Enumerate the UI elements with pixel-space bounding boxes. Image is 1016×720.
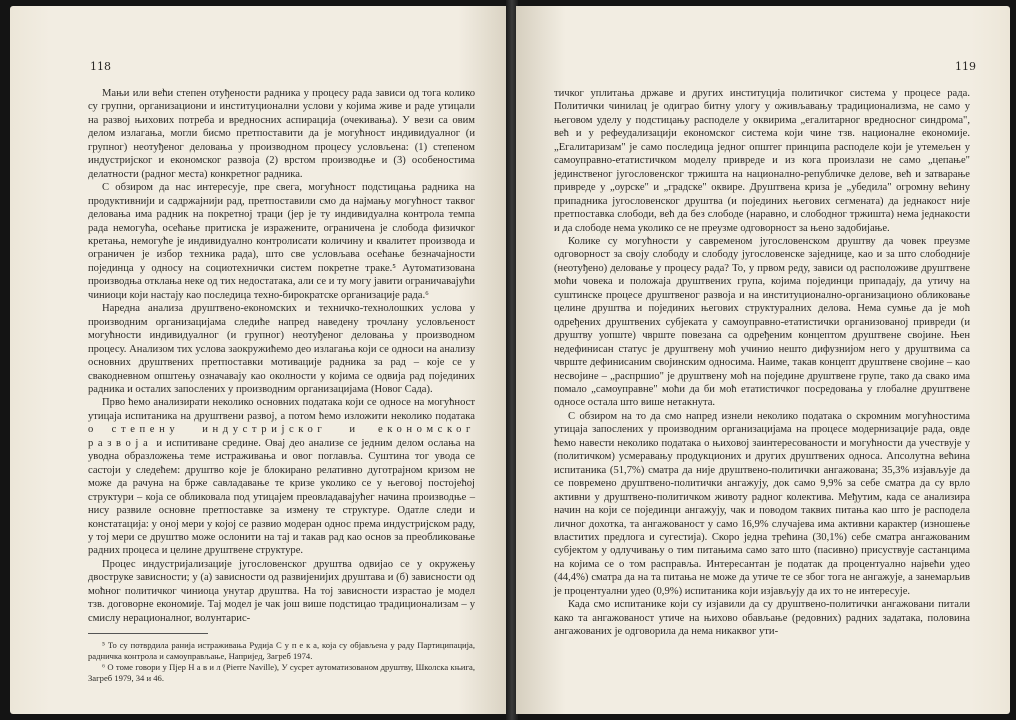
right-page-number: 119 <box>955 60 976 73</box>
footnote-5: ⁵ То су потврдила ранија истраживања Рудија С у п е к а, која су објављена у раду Партиципација, радничка контрола и самоуправљање, Напријед, Загреб 1974. <box>88 640 475 662</box>
spaced-phrase-1: степену индустријског и <box>111 424 360 436</box>
left-paragraph-4b: и испитиване средине. Овај део анализе се једним делом ослања на уводна образложења теме истраживања и овог поглавља. Суштина тог увода се састоји у следећем: друштво које је блокирано релативно дуготрајном кризом не може да рачуна на брже савладавање те кризе уколико се у његовој постојећој структури – која се обликовала под утицајем преовладавајућег начина производње – нису развиле основне претпоставке за измену те структуре. Одатле следи и констатација: у оној мери у којој се развио модеран однос према индустријском раду, у тој мери се друштво може ослонити на тај и такав рад као основ за преобликовање радних процеса и целине друштвене структуре. <box>88 437 475 557</box>
footnote-6: ⁶ О томе говори у Пјер Н а в и л (Pierre Naville), У сусрет аутоматизованом друштву, Школска књига, Загреб 1979, 34 и 46. <box>88 662 475 684</box>
left-page <box>10 6 508 714</box>
left-paragraph-4 <box>88 396 475 557</box>
spaced-phrase-2: економског развоја <box>88 424 475 449</box>
right-paragraph-4: Када смо испитанике који су изјавили да су друштвено-политички ангажовани питали како та ангажованост утиче на њихово обављање (редовних) радних задатака, половина ангажованих је одговорила да нема никаквог ути- <box>554 599 970 638</box>
left-paragraph-5: Процес индустријализације југословенског друштва одвијао се у окружењу двоструке зависности; у (а) зависности од развијенијих друштава и (б) зависности од моћног политичког чиниоца унутар друштва. На тој зависности израстао је модел тзв. договорне економије. Тај модел је чак још више подстицао традиционализам – у смислу нерационалног, волунтарис- <box>88 558 475 624</box>
left-page-text <box>88 87 475 684</box>
left-page-number: 118 <box>90 60 111 73</box>
right-paragraph-2: Колике су могућности у савременом југословенском друштву да човек преузме одговорност за своју слободу и слободу југословенске заједнице, као и за што слободније (неотуђено) деловање у процесу рада? То, у првом реду, зависи од расположиве друштвене моћи човека и положаја друштвених група, којима појединци припадају, да утичу на суштинске процесе друштвеног развоја и на институционално-организационо обликовање целине друштва и појединих његових структуралних делова. Нема сумње да је моћ одређених друштвених субјеката у самоуправно-етатистички организованој привреди (и друштву уопште) чврште повезана са одређеним концептом друштвене својине. Њен недефинисан статус је друштвену моћ учинио нешто дифузнијом него у друштвима са чврште дефинисаним својинским односима. Наиме, такав концепт друштвене својине – као несвојине – „распршио" је друштвену моћ на поједине друштвене групе, тако да свако има помало „самоуправне" моћи да би моћ етатистичког посредовања у глобалне друштвене односе остала што више нетакнута. <box>554 235 970 409</box>
left-paragraph-3: Наредна анализа друштвено-економских и техничко-технолошких услова у производним организацијама следиће напред наведену трочлану условљеност могућности индивидуалног (и групног) неотуђеног деловања у производном процесу. Анализом тих услова заокружићемо део излагања који се односи на анализу основних друштвених претпоставки мотивације радника за рад – које се у свакодневном општењу означавају као околности у којима се одвија рад појединих радника и осталих запослених у производним организацијама (Новог Сада). <box>88 303 475 395</box>
footnote-rule <box>88 633 208 634</box>
left-paragraph-1: Мањи или већи степен отуђености радника у процесу рада зависи од тога колико су групни, организациони и институционални услови у којима живе и раде утицали на развој њихових потреба и вредносних аспирација (очекивања). У вези са овим делом излагања, могли бисмо претпоставити да је могућност индивидуалног (и групног) неотуђеног деловања у производном процесу условљена: (1) степеном индустријског и економског развоја (2) врстом производње и (3) особеностима делатности (радног места) конкретног радника. <box>88 88 475 180</box>
right-page-text <box>554 87 970 639</box>
right-page <box>516 6 1010 714</box>
right-paragraph-1: тичког уплитања државе и других институција политичког система у процесе рада. Политички чинилац је одиграо битну улогу у оживљавању традиционализма, не само у његовом уделу у подстицању расподеле у оквирима „егалитарног вредносног синдрома", већ и у рефеудализацији економског система који чине тзв. националне економије. „Егалитаризам" је само последица једног општег принципа расподеле који је утемељен у самоуправно-етатистичком моделу привреде и из кога произлази не само „цепање" јединственог југословенског тржишта на национално-републичке делове, већ и затварање привреде у „оурске" и „градске" оквире. Друштвена криза је „убедила" огромну већину припадника југословенског друштва (и појединих његових сегмената) да једнакост није претпоставка слободи, већ да без слободе (наравно, и слободног тржишта) нема једнакости и да слободе нема уколико се не преузме одговорност за њено задобијање. <box>554 88 970 234</box>
left-paragraph-4a: Прво ћемо анализирати неколико основних података који се односе на могућност утицаја испитаника на друштвени развој, а потом ћемо изложити неколико података о <box>88 397 475 436</box>
right-paragraph-3: С обзиром на то да смо напред изнели неколико података о скромним могућностима утицаја запослених у производним организацијама на процесе модернизације рада, овде ћемо навести неколико података о њиховој заинтересованости и могућности да учествује у (политичком) усмеравању продукционих и других друштвених односа. Апсолутна већина испитаника (51,7%) сматра да није друштвено-политички ангажована; 35,3% изјављује да се повремено друштвено-политички ангажују, док само 9,9% за себе сматра да су врло активни у друштвено-политичком животу радног колектива. Међутим, када се анализира начин на који се појединци ангажују, чак и поводом таквих питања као што је расподела личног дохотка, та ангажованост у само 16,9% случајева има активни карактер (изношење властитих предлога и сугестија). Скоро једна трећина (30,1%) себе сматра ангажованим субјектом у одлучивању о тим питањима само зато што (пасивно) присуствује састанцима на којима се о том расправља. Интересантан је податак да процентуално највећи удео (44,4%) сматра да на та питања не може да утиче те се због тога не ангажује, а занемарљив је процентуални удео (0,9%) испитаника који изјављују да их то не интересује. <box>554 410 970 597</box>
left-paragraph-2: С обзиром да нас интересује, пре свега, могућност подстицања радника на продуктивнији и садржајнији рад, претпоставили смо да најмању могућност таквог деловања има радник на покретној траци (јер је ту индивидуална контрола темпа рада немогућа, осећање притиска је изражените, ограничена је слобода физичког кретања, немогуће је индивидуално контролисати количину и квалитет производа и ограничен је избор техника рада), што све условљава осећање безначајности појединца у односу на социотехнички систем покретне траке.⁵ Аутоматизована производња отклања неке од тих недостатака, али се и ту могу јавити ограничавајући чиниоци који настају као последица техно-бирократске организације рада.⁶ <box>88 182 475 301</box>
